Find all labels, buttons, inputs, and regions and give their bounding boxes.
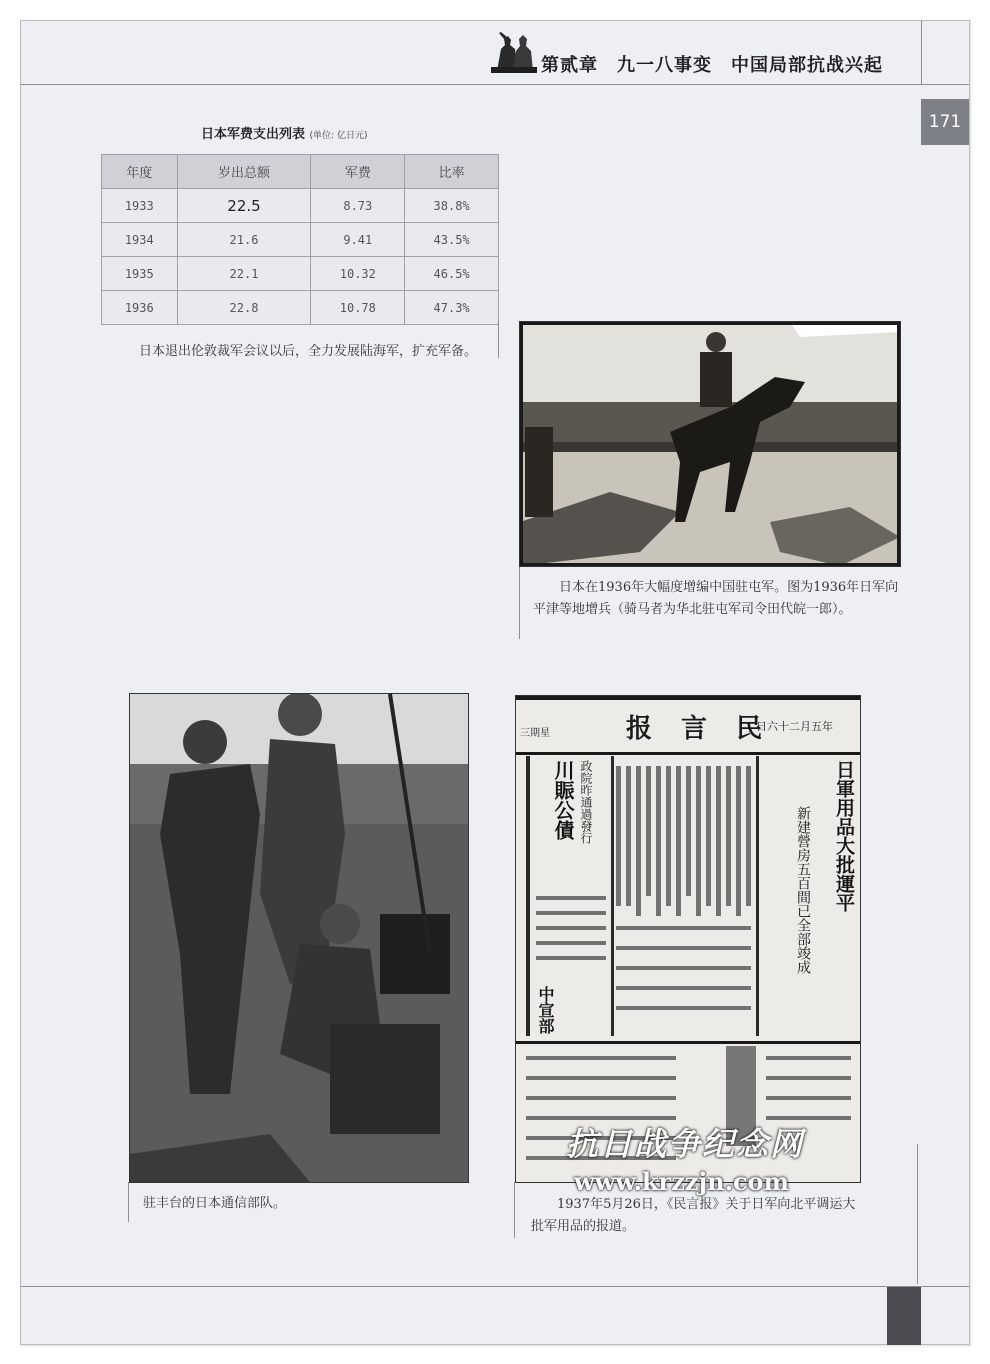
footer-marker — [887, 1287, 921, 1345]
newspaper-date: 日六十二月五年 — [756, 720, 833, 733]
caption-rule — [514, 1182, 515, 1238]
soldiers-emblem-icon — [491, 27, 537, 73]
table-cell: 1934 — [102, 223, 178, 257]
newspaper-photo — [515, 695, 861, 1183]
table-row — [102, 189, 499, 223]
table-cell: 22.8 — [177, 291, 311, 325]
footer-rule — [21, 1286, 969, 1287]
header-rule — [21, 84, 969, 85]
table-row — [102, 291, 499, 325]
newspaper-masthead: 报 言 民 — [626, 714, 773, 744]
newspaper-subhead: 新建營房五百間已全部竣成 — [795, 806, 811, 974]
caption-rule — [128, 1182, 129, 1222]
column-header: 年度 — [102, 155, 178, 189]
caption-rule — [498, 320, 499, 358]
caption-rule — [519, 567, 520, 639]
table-cell: 22.1 — [177, 257, 311, 291]
newspaper-column-a: 政院昨通過發行 — [579, 760, 593, 844]
table-cell: 38.8% — [405, 189, 499, 223]
table-cell: 1933 — [102, 189, 178, 223]
site-watermark — [566, 1119, 896, 1196]
signal-corps-photo — [129, 693, 469, 1183]
table-cell: 47.3% — [405, 291, 499, 325]
column-header: 比率 — [405, 155, 499, 189]
watermark-title: 抗日战争纪念网 — [566, 1125, 805, 1163]
table-cell: 21.6 — [177, 223, 311, 257]
table-cell: 1936 — [102, 291, 178, 325]
chapter-title: 第贰章 九一八事变 中国局部抗战兴起 — [541, 55, 883, 76]
cavalry-photo — [519, 321, 901, 567]
table-caption: 日本退出伦敦裁军会议以后，全力发展陆海军，扩充军备。 — [139, 344, 478, 359]
table-cell: 1935 — [102, 257, 178, 291]
page-edge-rule — [917, 1144, 918, 1284]
table-row — [102, 257, 499, 291]
table-cell: 10.32 — [311, 257, 405, 291]
newspaper-headline: 日軍用品大批運平 — [833, 760, 855, 912]
newspaper-column-c: 中宣部 — [536, 986, 555, 1034]
newspaper-caption: 1937年5月26日，《民言报》关于日军向北平调运大批军用品的报道。 — [531, 1197, 856, 1234]
column-header: 军费 — [311, 155, 405, 189]
table-cell: 8.73 — [311, 189, 405, 223]
table-unit: (单位: 亿日元) — [309, 131, 368, 141]
watermark-url: www.krzzjn.com — [574, 1167, 789, 1196]
newspaper-weekday: 三期星 — [520, 728, 550, 739]
table-cell: 46.5% — [405, 257, 499, 291]
table-title-text: 日本军费支出列表 — [201, 127, 306, 142]
newspaper-column-b: 川賑公債 — [551, 760, 575, 840]
military-spending-table — [101, 154, 499, 325]
header-divider — [921, 21, 922, 85]
column-header: 岁出总额 — [177, 155, 311, 189]
table-row — [102, 223, 499, 257]
table-cell: 10.78 — [311, 291, 405, 325]
table-header-row — [102, 155, 499, 189]
signal-caption: 驻丰台的日本通信部队。 — [143, 1196, 287, 1211]
cavalry-caption: 日本在1936年大幅度增编中国驻屯军。图为1936年日军向平津等地增兵（骑马者为华北驻屯军司令田代皖一郎）。 — [533, 580, 899, 617]
table-cell: 43.5% — [405, 223, 499, 257]
table-title — [201, 123, 367, 142]
table-cell: 9.41 — [311, 223, 405, 257]
book-page — [20, 20, 970, 1345]
page-number: 171 — [921, 99, 969, 145]
table-cell: 22.5 — [177, 189, 311, 223]
